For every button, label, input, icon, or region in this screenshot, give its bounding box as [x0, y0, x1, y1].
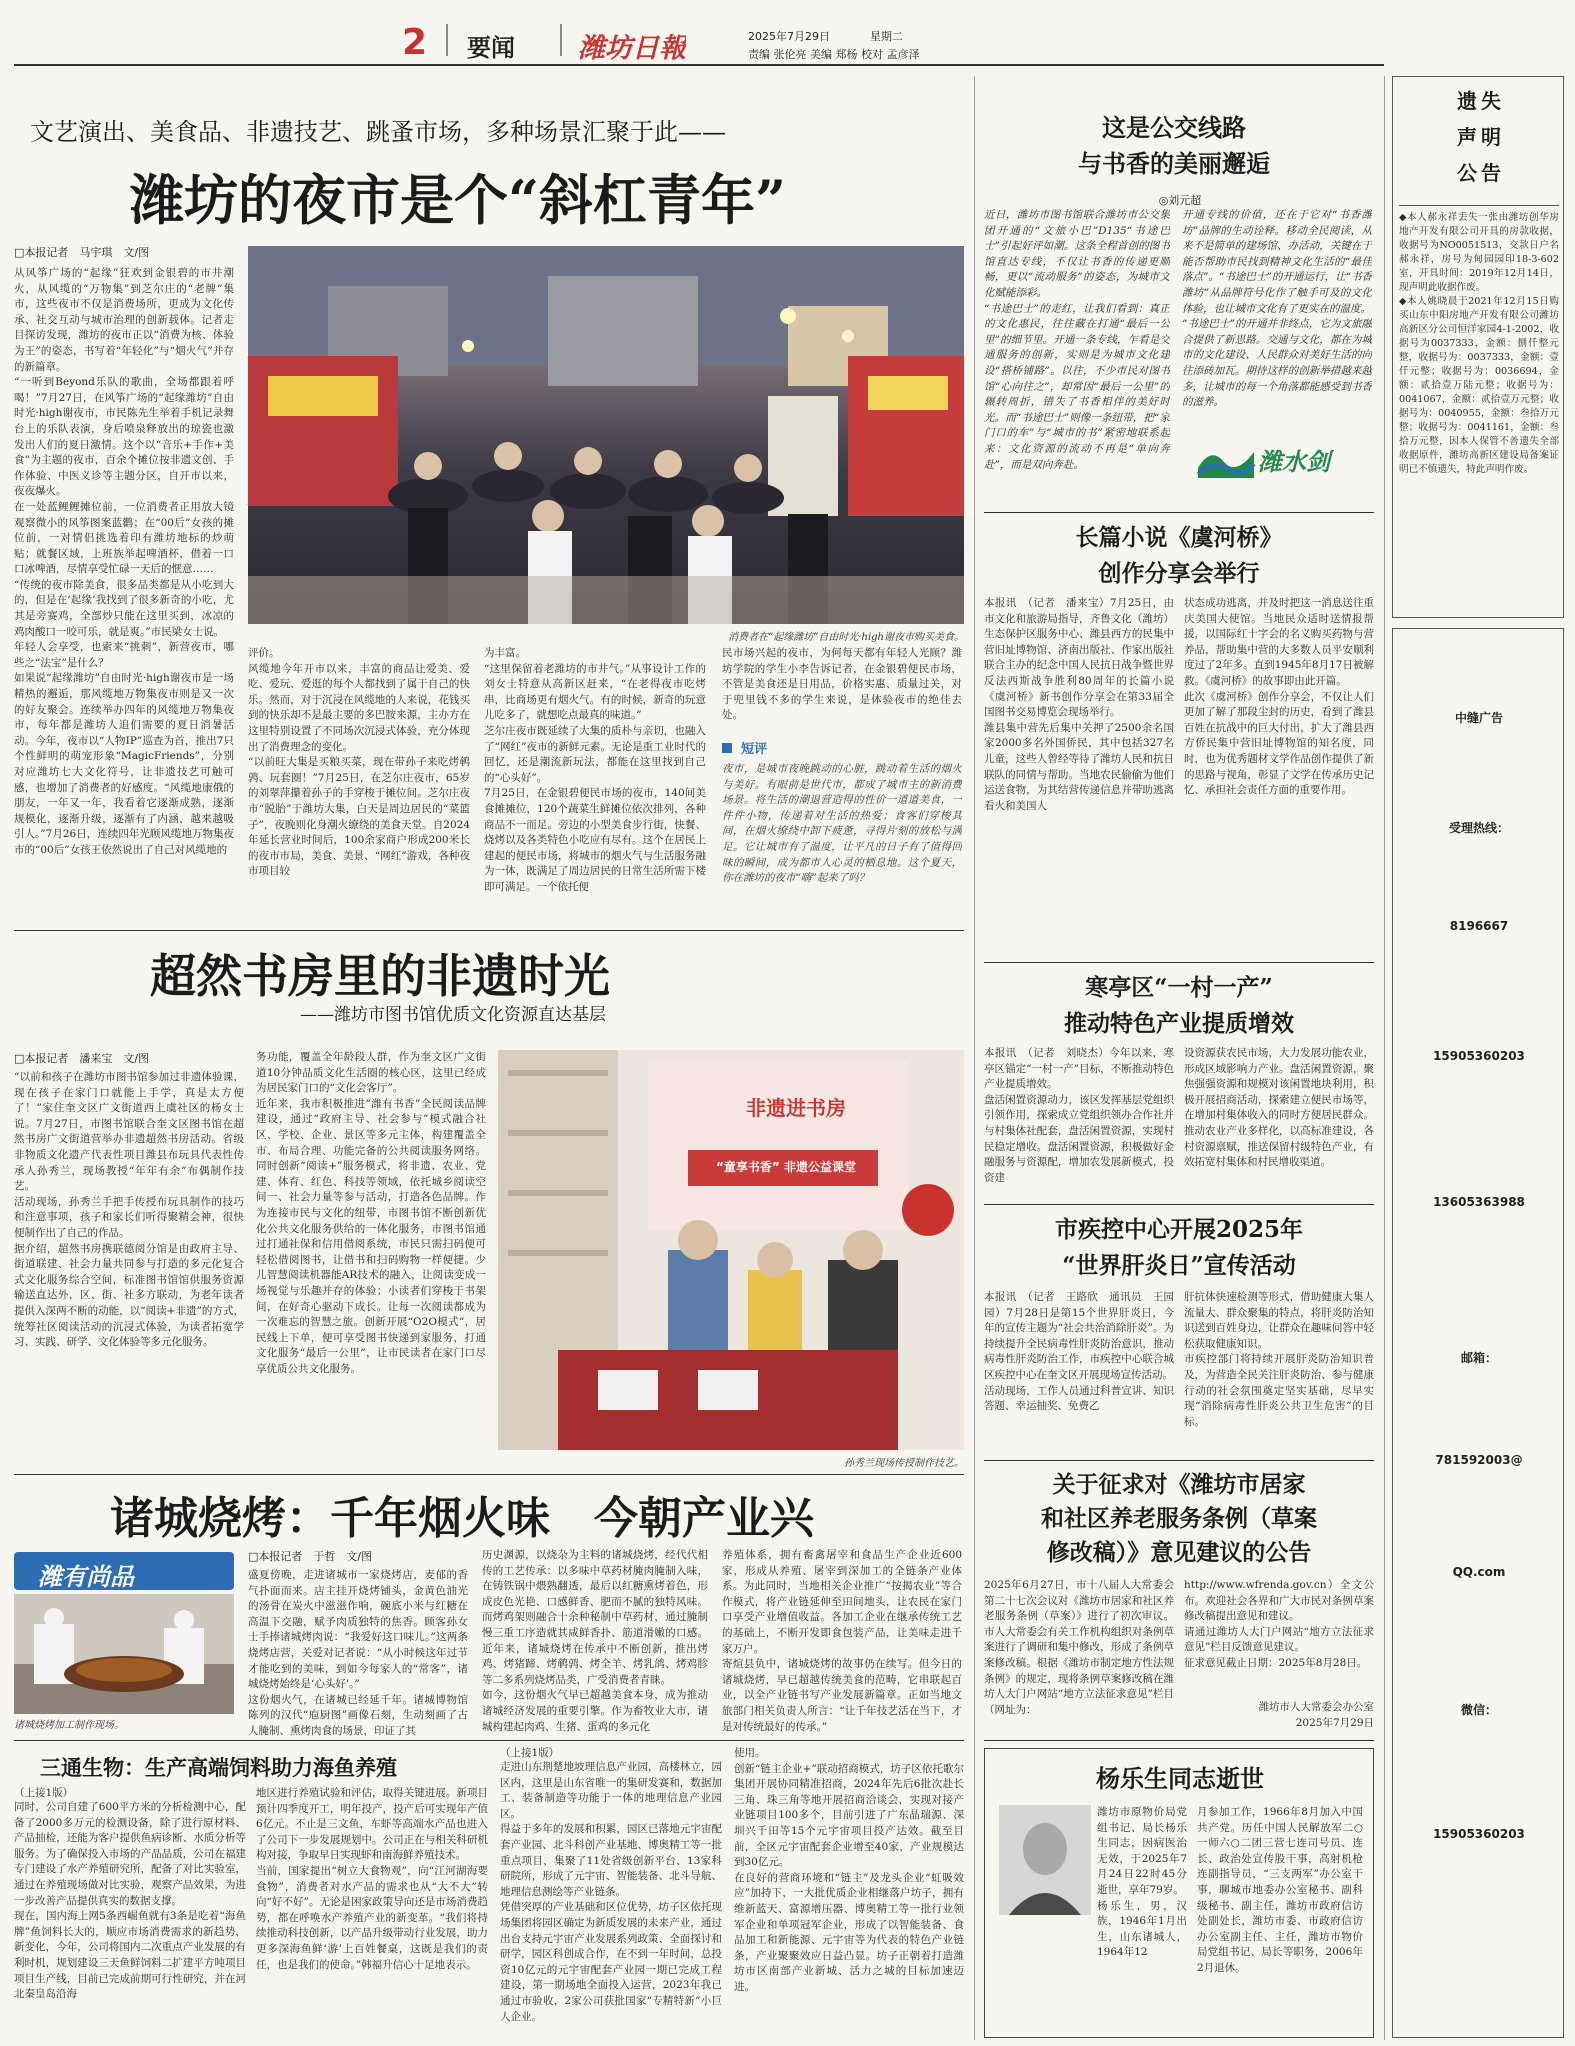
- lead-col2: 评价。 风缆地今年开市以来，丰富的商品让爱美、爱吃、爱玩、爱逛的每个人都找到了属于自己的快乐。然而，对于沉浸在风缆地的人来说，花钱买到的快乐却不是最主要的多巴胺来源，主办方在这里特别设置了不同场次沉浸式体验，充分体现出了消费理念的变化。 “以前旺大集是买粮买菜，现在带孙子来吃烤鹌鹑、玩套圈！”7月25日，在芝尔庄夜市，65岁的刘翠萍攥着孙子的手穿梭于摊位间。芝尔庄夜市“脱胎”于潍坊大集，白天是周边居民的“菜篮子”，夜晚则化身潮火缭绕的美食天堂。自2024年延长营业时间后，100余家商户形成200米长的夜市市局，美食、美景、“网红”游戏，各种夜市项目较: [248, 647, 470, 878]
- library-subtitle: ——潍坊市图书馆优质文化资源直达基层: [300, 1005, 606, 1025]
- kuiwen-note: （上接1版）: [500, 1747, 560, 1759]
- cdc-col1: 本报讯 （记者 王路欣 通讯员 王园园）7月28日是第15个世界肝炎日，今年的宣传主题为“社会共治消除肝炎”。为持续提升全民病毒性肝炎防治意识，推动病毒性肝炎防治工作，市疾控中心联合城区疾控中心在奎文区开展现场宣传活动。 活动现场，工作人员通过科普宣讲、知识答题、幸运抽奖、免费乙: [984, 1291, 1174, 1413]
- lost-notice-title: [1393, 85, 1564, 205]
- comment-heading: [722, 738, 962, 758]
- issue-weekday: 星期二: [870, 30, 903, 43]
- wave-icon: [1196, 438, 1256, 482]
- night-market-photo: [248, 246, 964, 624]
- lead-title: 潍坊的夜市是个“斜杠青年”: [130, 168, 787, 232]
- wechat-label: 微信：: [1460, 1703, 1497, 1717]
- comment-marker-icon: [722, 743, 732, 753]
- novel-col1: 本报讯 （记者 潘来宝）7月25日，由市文化和旅游局指导，齐鲁文化（潍坊）生态保护区服务中心、潍县西方的民集中营旧址博物馆、济南出版社、作家出版社联合主办的纪念中国人民抗日战争暨世界反法西斯战争胜利80周年的长篇小说《虞河桥》新书创作分享会在第33届全国图书交易博览会现场举行。 潍县集中营先后集中关押了2500余名国家2000多名外国侨民，其中包括327名儿童，这些人曾经等待了潍坊人民和抗日联队的同情与帮助。当地农民偷偷为他们运送食物，为其结营传递信息并带助逃离看火和美国人: [984, 597, 1174, 812]
- section-name: 要闻: [467, 34, 515, 62]
- obituary-text-right: 月参加工作，1966年8月加入中国共产党。历任中国人民解放军二○一师六○二团三营七连司号员、连长、政治处宣传股干事，高射机枪连副指导员，“三支两军”办公室干事，聊城市地委办公室秘书、副科级秘书、副主任，潍坊市政府信访处副处长，潍坊市委、市政府信访办公室副主任、主任，潍坊市物价局党组书记、局长等职务，2006年2月退休。: [1197, 1806, 1363, 1974]
- notice-title-char: 遗: [1457, 89, 1477, 113]
- zhucheng-photo-caption: 诸城烧烤加工制作现场。: [14, 1720, 124, 1731]
- hotline-label: 受理热线：: [1448, 821, 1509, 835]
- library-title: 超然书房里的非遗时光: [150, 949, 610, 1003]
- zhucheng-col1: 盛夏傍晚，走进诸城市一家烧烤店，麦郁的香气扑面而来。店主挂开烧烤铺头，金黄色油光的汤骨在炭火中滋滋作响，碗底小米与红糖在高温下交融，赋予肉质独特的焦香。顾客孙女士手捧诸城烤肉说：“我爱好这口味儿。”这两条烧烤店营，关爱对记者说：“从小时候这年过节才能吃到的美味，到如今每家人的“常客”，诸城烧烤始终是‘心头好’。” 这份烟火气，在诸城已经延千年。诸城博物馆陈列的汉代“庖厨图”画像石刻，生动刻画了古人腌制、熏烤肉食的场景，印证了其: [248, 1569, 468, 1736]
- tongsan-note: （上接1版）: [14, 1787, 74, 1799]
- wechat-value: 15905360203: [1433, 1827, 1525, 1841]
- hanting-col2: 设资源获农民市场，大力发展功能农业，形成区域影响力产业。盘活闲置资源，聚焦强强资源和规模对该闲置地块利用，积极开展招商活动，探索建立便民市场等，在增加村集体收入的同时方便居民群众。推动农业产业多样化，以高标准建设，各村资源禀赋，推送保留村级特色产业，有效拓宽村集体和村民增收渠道。: [1184, 1047, 1374, 1169]
- kuiwen-col2: 使用。 创新“链主企业+”联动招商模式，坊子区依托歌尔集团开展协同精准招商，2024年先后6批次赴长三角、珠三角等地开展招商洽谈会，实现对接产业链项目100多个，目前引进了广东晶瑞源、深圳兴千田等15个元宇宙项目投产达效。截至目前，全区元宇宙配套企业增至40家，产业规模达到30亿元。 在良好的营商环境和“链主”及龙头企业“虹吸效应”加持下，一大批优质企业相继落户坊子，拥有维新蓝天、富源增压器、博奥精工等一批行业领军企业和单项冠军企业，形成了以智能装备、食品加工和新能源、元宇宙等为代表的特色产业链条，产业聚聚效应日益凸显。坊子正朝着打造潍坊市区南部产业新城、活力之城的目标加速迈进。: [734, 1747, 964, 1993]
- paper-logo: 潍坊日報: [578, 33, 686, 64]
- consult-signer: 潍坊市人大常委会办公室: [1258, 1701, 1374, 1713]
- zhucheng-col3: 养殖体系，拥有畜禽屠宰和食品生产企业近600家，形成从养殖、屠宰到深加工的全链条产业体系。为此同时，当地相关企业推广“按揭农业”等合作模式，将产业链延伸至田间地头，让农民在家门口享受产业增值收益。各加工企业在继承传统工艺的基础上，不断开发即食包装产品，让美味走进千家万户。 寄煊县负中，诸城烧烤的故事仍在续写。但今日的诸城烧烤，早已超越传统美食的范畴，它串联起百业，以全产业链书写产业发展新篇章。正如当地文旅部门相关负责人所言：“让千年技艺活在当下，才是对传统最好的传承。”: [722, 1549, 962, 1733]
- hanting-title: 寒亭区“一村一产” 推动特色产业提质增效: [1064, 974, 1294, 1037]
- editors-line: 责编 张伦亮 美编 郑杨 校对 孟彦泽: [748, 48, 920, 61]
- consult-title: 关于征求对《潍坊市居家 和社区养老服务条例（草案 修改稿）》意见建议的公告: [1041, 1471, 1317, 1566]
- obituary-portrait: [999, 1805, 1091, 1915]
- issue-date: 2025年7月29日: [748, 30, 830, 43]
- notice-title-char: 声: [1457, 125, 1477, 149]
- zhucheng-title: 诸城烧烤：千年烟火味 今朝产业兴: [110, 1493, 814, 1544]
- night-market-scene: [248, 246, 964, 624]
- email-value-1: 781592003@: [1435, 1453, 1523, 1467]
- notice-title-char: 公: [1457, 161, 1477, 185]
- lead-kicker: 文艺演出、美食品、非遗技艺、跳蚤市场，多种场景汇聚于此——: [30, 118, 726, 146]
- notice-title-char: 明: [1481, 125, 1501, 149]
- library-banner-bottom: “童享书香” 非遗公益课堂: [716, 1160, 856, 1174]
- obituary-box: [984, 1748, 1374, 2038]
- weishui-logo: [1196, 436, 1366, 486]
- email-label: 邮箱：: [1460, 1351, 1497, 1365]
- novel-title: 长篇小说《虞河桥》 创作分享会举行: [1075, 524, 1283, 587]
- novel-col2: 状态成功逃离，并及时把这一消息送往重庆美国大使馆。当地民众适时送情报帮援，以国际红十字会的名义购买药物与营养品，帮助集中营的大多数人员平安顺利度过了2年多。直到1945年8月17日被解救。《虞河桥》的故事即由此开篇。 此次《虞河桥》创作分享会，不仅让人们更加了解了那段尘封的历史，看到了潍县百姓在抗战中的巨大付出，扩大了潍县西方侨民集中营旧址博物馆的知名度，同时，也为优秀题材文学作品创作提供了新的思路与视角，彰显了文学在传承历史记忆、承担社会责任方面的重要作用。: [1184, 597, 1374, 797]
- zhucheng-byline: □本报记者 于哲 文/图: [248, 1550, 373, 1563]
- consult-col2: http://www.wfrenda.gov.cn）全文公布。欢迎社会各界和广大市民对条例草案修改稿提出意见和建议。 请通过潍坊人大门户网站“地方立法征求意见”栏目反馈意见建议。 征求意见截止日期：2025年8月28日。: [1184, 1579, 1374, 1669]
- library-photo: [498, 1050, 964, 1450]
- lead-col3: 为丰富。 “这里保留着老潍坊的市井气。”从事设计工作的刘女士特意从高新区赶来，“在老得夜市吃烤串，比商场更有烟火气。有的时候，新奇的玩意儿吃多了，就想吃点最真的味道。” 芝尔庄夜市既延续了大集的质朴与亲切，也融入了“网红”夜市的新鲜元素。无论是重工业时代的回忆，还是潮流新玩法，都能在这里找到自己的“心头好”。 7月25日，在金银碧便民市场的夜市，140间美食摊摊位，120个蔬菜生鲜摊位依次排列，各种商品不一而足。旁边的小型美食步行街，快餐、烧烤以及各类特色小吃应有尽有。这个在居民上建起的便民市场，将城市的烟火气与生活服务融为一体，既满足了周边居民的日常生活所需下楼即可满足。一个依托便: [484, 647, 706, 893]
- hotline-2: 15905360203: [1433, 1049, 1525, 1063]
- lost-notice-box: [1392, 76, 1564, 618]
- tongsan-title: 三通生物：生产高端饲料助力海鱼养殖: [40, 1755, 397, 1780]
- kuiwen-col1: 走进山东荆楚地坡理信息产业园，高楼林立，园区内，这里是山东省唯一的集研发赛和，数据加工、装备制造等功能于一体的地理信息产业园区。 得益于多年的发展和积累，园区已落地元宇宙配套产业园、北斗科创产业基地、博奥精工等一批重点项目，集聚了11处省级创新平台、13家科研院所，形成了元宇宙、智能装备、北斗导航、地理信息测绘等产业链条。 凭借突厚的产业基础和区位优势，坊子区依托现场集团将园区确定为新质发展的未来产业，通过出台支持元宇宙产业发展系列政策、全面探讨和研学，园区科创成合作，在不到一年时间，总投资10亿元的元宇宙配套产业园一期已完成工程建设，第一期场地全面投入运营，2023年我已通过市验收，2家公司获批国家“专精特新”小巨人企业。: [500, 1761, 722, 2023]
- obituary-title: 杨乐生同志逝世: [1096, 1764, 1264, 1793]
- bus-byline: ◎刘元超: [1158, 194, 1202, 207]
- comment-text: 夜市，是城市夜晚跳动的心脏，跳动着生活的烟火与美好。有眼前是世代市，都成了城市主的新消费场景。将生活的潮退营造得的性价一道道美食，一件件小物，传递着对生活的热爱；食客们穿梭其间，在烟火缭绕中卸下疲惫，寻得片刻的放松与满足。它让城市有了温度，让平凡的日子有了值得回味的瞬间，成为都市人心灵的栖息地。这个夏天，你在潍坊的夜市“嗨”起来了吗？: [722, 763, 962, 885]
- bus-title: 这是公交线路 与书香的美丽邂逅: [1078, 113, 1270, 178]
- zhucheng-photo: [14, 1594, 234, 1714]
- ad-box: [1392, 628, 1564, 2038]
- consult-date: 2025年7月29日: [1295, 1717, 1374, 1729]
- tongsan-col2: 地区进行养殖试验和评估，取得关键进展。新项目预计四季度开工，明年投产，投产后可实现年产值6亿元。不止是三文鱼，车虾等高端水产品也进入了公司下一步发展规划中。公司正在与相关科研机构对接，争取早日实现虾和南海鲜养殖技术。 当前，国家提出“树立大食物观”，向“江河湖海要食物”，消费者对水产品的需求也从“大不大”转向“好不好”。无论是困家政策导向还是市场消费趋势，都在呼唤水产养殖产业的新变革。“我们将持续推动科技创新，以产品升级带动行业发展，助力更多深海鱼鲜‘游’上百姓餐桌，这既是我们的责任，也是我们的使命。”韩福升信心十足地表示。: [256, 1787, 488, 1971]
- portrait-image: [999, 1805, 1091, 1915]
- library-col1: “以前和孩子在潍坊市图书馆参加过非遗体验课，现在孩子在家门口就能上手学，真是太方便了！”家住奎文区广文街道西上虞社区的杨女士说。7月27日，市图书馆联合奎文区图书馆在超然书房广文街道营举办非遗超然书房活动。省级非物质文化遗产代表性项目潍县布玩具代表性传承人孙秀兰，现场教授“年年有余”布偶制作技艺。 活动现场，孙秀兰手把手传授布玩具制作的技巧和注意事项，孩子和家长们听得聚精会神，很快便制作出了自己的作品。 据介绍，超然书房携联德阅分馆是由政府主导、街道联建、社会力量共同参与打造的多元化复合式文化服务综合空间，标准图书馆馆供服务资源输送直达外，区、街、社多方联动，为老年读者提供入深两不断的动能，以“阅读+非遗”的方式，统筹社区阅读活动的沉浸式体验，为读者拓宽学习、实践、研学、文化体验等多元化服务。: [14, 1071, 244, 1349]
- zhucheng-col2: 历史渊源，以烧杂为主料的诸城烧烤，经代代相传的工艺传承：以多味中草药材腌肉腌制入味，在铸铁锅中煨熟翻透，最后以红糖熏烤着色，形成皮色光艳、口感鲜香、肥而不腻的独特风味。而烤鸡架则融合十余种秘制中草药材，通过腌制慢三重工序造就其咸鲜香扑、筋道滑嫩的口感。近年来，诸城烧烤在传承中不断创新，推出烤鸡、烤猪蹄、烤鹌鹑、烤全羊、烤乳鸽、烤鸡胗等二多系列烧烤品类，广受消费者青睐。 如今，这份烟火气早已超越美食本身，成为推动诸城经济发展的重要引擎。作为畜牧业大市，诸城构建起肉鸡、生猪、蛋鸡的多元化: [482, 1549, 708, 1733]
- ad-title: 中缝广告: [1454, 711, 1503, 725]
- bus-col2: 开通专线的价值，还在于它对“书香潍坊”品牌的生动诠释。移动全民阅读，从来不是简单的建场馆、办活动，关键在于能否帮助市民找到精神文化生活的“最佳落点”。“书途巴士”的开通运行，让“书香潍坊”从品牌符号化作了触手可及的文化体验，也让城市文化有了更实在的温度。 “书途巴士”的开通并非终点，它为文旅融合提供了新思路。交通与文化，都在为城市的文化建设、人民群众对美好生活的向往添砖加瓦。期待这样的创新举措越来越多，让城市的每一个角落都能感受到书香的滋养。: [1182, 209, 1372, 409]
- lost-notice-body: ◆本人郝永祥丢失一张由潍坊创华房地产开发有限公司开具的房款收据，收据号为NO0051513，交款日户名郝永祥，房号为甸园园印18-3-602室，开具时间：2019年12月14日，现声明此收据作废。 ◆本人姚晓晨于2021年12月15日购买山东中阳房地产开发有限公司潍坊高新区分公司恒洋家园4-1-2002，收据号为0037333，金额：捌仟整元整，收据号为：0037333，金额：壹仟元整；收据号为：0036694，金额：贰拾壹万陆元整；收据号为：0041067，金额：贰拾壹万元整；收据号为：0040955，金额：叁拾万元整；收据号为：0041161，金额：叁拾万元整，因本人保管不善遗失全部收据原件，潍坊高新区建设局备案证明已不慎遗失，特此声明作废。: [1399, 212, 1559, 475]
- zhucheng-tag: [14, 1552, 234, 1590]
- weishui-logo-text: 潍水剑: [1258, 448, 1330, 476]
- lead-byline: □本报记者 马宇琪 文/图: [14, 246, 150, 259]
- masthead: [0, 0, 1575, 66]
- notice-title-char: 告: [1481, 161, 1501, 185]
- lead-col1: 从风筝广场的“起缘”狂欢到金银碧的市井潮火，从风缆的“万物集”到芝尔庄的“老牌”集市，这些夜市不仅是消费场所，更成为文化传承、社交互动与城市治理的创新载体。记者走目探访发现，潍坊的夜市正以“消费为核、体验为王”的姿态，书写着“年轻化”与“烟火气”并存的新篇章。 “一听到Beyond乐队的歌曲，全场都跟着呼喝！”7月27日，在风筝广场的“起缘潍坊”自由时光·high谢夜市，市民陈先生举着手机记录舞台上的乐队表演，身后喷泉释放出的琼瓷也激发出人们的夏日激情。这个以“音乐+手作+美食”为主题的夜市，百余个摊位按非遗文创、手作体验、中医义诊等主题分区，自开市以来，夜夜爆火。 在一处蓝鲤鲤摊位前，一位消费者正用放大镜观察微小的风筝图案蓝鹳；在“00后”女孩的摊位前，一对情侣挑选着印有潍坊地标的炒萌贴；就餐区域，上班族举起啤酒杯，借着一口口冰啤酒，尽情享受忙碌一天后的惬意…… “传统的夜市除美食，很多品类都是从小吃到大的，但是在‘起缘’我找到了很多新奇的小吃，尤其是旁赛鸡，全部炒只能在这里买到，冰凉的鸡肉酸口一咬可乐，就是爽。”市民梁女士说。 年轻人会享受，也索来“挑刺”，新营夜市，哪些之“法宝”是什么？ 如果说“起缘潍坊”自由时光·high谢夜市是一场精热的邂逅，那风缆地万物集夜市则是又一次的好友聚会。连续举办四年的风缆地万物集夜市，每年都是潍坊人追们需要的夏日消暑活动。今年，夜市以“人物IP”巡查为首，推出7只个性鲜明的萌宠形象“MagicFriends”，分别对应潍坊七大文化符号，让非遗技艺可触可感，也增加了消费者的好感度。“风缆地康俄的朋友，一年又一年，我看着它逐渐成熟，逐渐规模化，逐渐升级，逐渐有了内涵，越来越吸引人。”7月26日，连续四年光顾风缆地万物集夜市的“00后”女孩王依然说出了自己对风缆地的: [14, 267, 234, 856]
- comment-title: 短评: [741, 742, 768, 757]
- zhucheng-tag-label: 潍有尚品: [38, 1563, 134, 1590]
- library-col2: 务功能，覆盖全年龄段人群，作为奎文区广文街道10分钟品质文化生活圈的核心区，这里已经成为居民家门口的“文化会客厅”。 近年来，我市积极推进“潍有书香”全民阅读品牌建设，通过“政府主导、社会参与”模式融合社区、学校、企业、景区等多元主体，构建覆盖全市、布局合理、功能完备的公共阅读服务网络。同时创新“阅读+”服务模式，将非遗、农业、党建、体育、红色、科技等领域，依托城乡阅读空间一、社会力量等参与活动，打造各色品牌。作为连接市民与文化的纽带，市图书馆不断创新优化公共文化服务供给的一体化服务，市图书馆通过打通社保和信用借阅系统，市民只需扫码便可轻松借阅图书，让借书和扫码购物一样便捷。少儿智慧阅读机器能AR技术的融入，让阅读变成一场视觉与乐趣并存的体验；小读者们穿梭于书架间，在好奇心驱动下成长。让每一次阅读都成为一次难忘的智慧之旅。创新开展“O2O模式”，居民线上下单，便可享受图书快递到家服务，打通文化服务“最后一公里”，让市民读者在家门口尽享优质公共文化服务。: [256, 1051, 486, 1375]
- page-number: 2: [402, 22, 428, 63]
- library-photo-caption: 孙秀兰现场传授制作技艺。: [844, 1458, 964, 1469]
- bbq-scene: [14, 1594, 234, 1714]
- hotline-3: 13605363988: [1433, 1195, 1525, 1209]
- hotline-1: 8196667: [1449, 919, 1509, 933]
- library-banner-top: 非遗进书房: [746, 1096, 846, 1120]
- lead-col4: 民市场兴起的夜市，为何每天都有年轻人光顾？潍坊学院的学生小李告诉记者，在金银碧便民市场，不管是美食还是日用品，价格实惠、质量过关，对于兜里钱不多的学生来说，是体验夜市的绝佳去处。: [722, 647, 962, 722]
- consult-col1: 2025年6月27日，市十八届人大常委会第二十七次会议对《潍坊市居家和社区养老服务条例（草案）》进行了初次审议。市人大常委会有关工作机构组织对条例草案进行了调研和集中修改，形成了条例草案修改稿。根据《潍坊市制定地方性法规条例》的规定，现将条例草案修改稿在潍坊人大门户网站“地方立法征求意见”栏目（网址为：: [984, 1579, 1174, 1716]
- obituary-text-left: 潍坊市原物价局党组书记、局长杨乐生同志，因病医治无效，于2025年7月24日22时45分逝世，享年79岁。 杨乐生，男，汉族，1946年1月出生，山东诸城人，1964年12: [1097, 1806, 1187, 1959]
- email-value-2: QQ.com: [1452, 1565, 1506, 1579]
- lead-photo-caption: 消费者在“起缘潍坊”自由时光·high谢夜市购买美食。: [728, 632, 964, 643]
- cdc-col2: 肝抗体快速检测等形式，借助健康大集人流量大、群众聚集的特点，将肝炎防治知识送到百姓身边，让群众在趣味问答中轻松获取健康知识。 市疾控部门将持续开展肝炎防治知识普及，为营造全民关注肝炎防治、参与健康行动的社会氛围奠定坚实基础，尽早实现“消除病毒性肝炎公共卫生危害”的目标。: [1184, 1291, 1374, 1428]
- bus-col1: 近日，潍坊市图书馆联合潍坊市公交集团开通的“文旅小巴”D135“书途巴士”引起好评如潮。这条全程首创的图书馆直达专线，不仅让书香的传递更顺畅，更以“流动服务”的姿态，为城市文化赋能添彩。 “书途巴士”的走红，让我们看到：真正的文化惠民，往往藏在打通“最后一公里”的细节里。开通一条专线，乍看是交通服务的创新，实则是为城市文化建设“搭桥铺路”。以往，不少市民对图书馆“心向往之”，却常因“最后一公里”的辗转周折，错失了书香相伴的美好时光。而“书途巴士”则像一条纽带，把“家门口的车”与“城市的书”紧密地联系起来：文化资源的流动不再是“单向奔赴”，而是双向奔赴。: [984, 209, 1170, 471]
- tongsan-col1: 同时，公司自建了600平方米的分析检测中心，配备了2000多万元的检测设备，除了进行原材料、产品抽检，还能为客户提供鱼病诊断、水质分析等服务。为了确保投入市场的产品品质，公司在福建专门建设了水产养殖研究所，配备了对比实验室，通过在养殖现场做对比实验，观察产品效果，为进一步改善产品提供真实的数据支撑。 现在，国内海上网5条西崛鱼就有3条是吃着“海鱼牌”鱼饲料长大的，顺应市场消费需求的新趋势，新变化，今年，公司将国内二次重点产业发展的有利时机，规划建设三天鱼鲜饲料二扩建平方吨项目项目生产线，目前已完成前期可行性研究，并在河北秦皇岛沿海: [14, 1801, 246, 2001]
- notice-title-char: 失: [1481, 89, 1501, 113]
- hanting-col1: 本报讯 （记者 刘晓杰）今年以来，寒亭区锚定“一村一产”目标，不断推动特色产业提质增效。 盘活闲置资源动力，该区发挥基层党组织引领作用，探索成立党组织领办合作社并与村集体社配套，盘活闲置资源，实现村民稳定增收。盘活闲置资源，积极做好金融服务与资源配，增加农发展新模式，投资建: [984, 1047, 1174, 1184]
- cdc-title: 市疾控中心开展2025年 “世界肝炎日”宣传活动: [1054, 1216, 1303, 1279]
- library-byline: □本报记者 潘来宝 文/图: [14, 1052, 150, 1065]
